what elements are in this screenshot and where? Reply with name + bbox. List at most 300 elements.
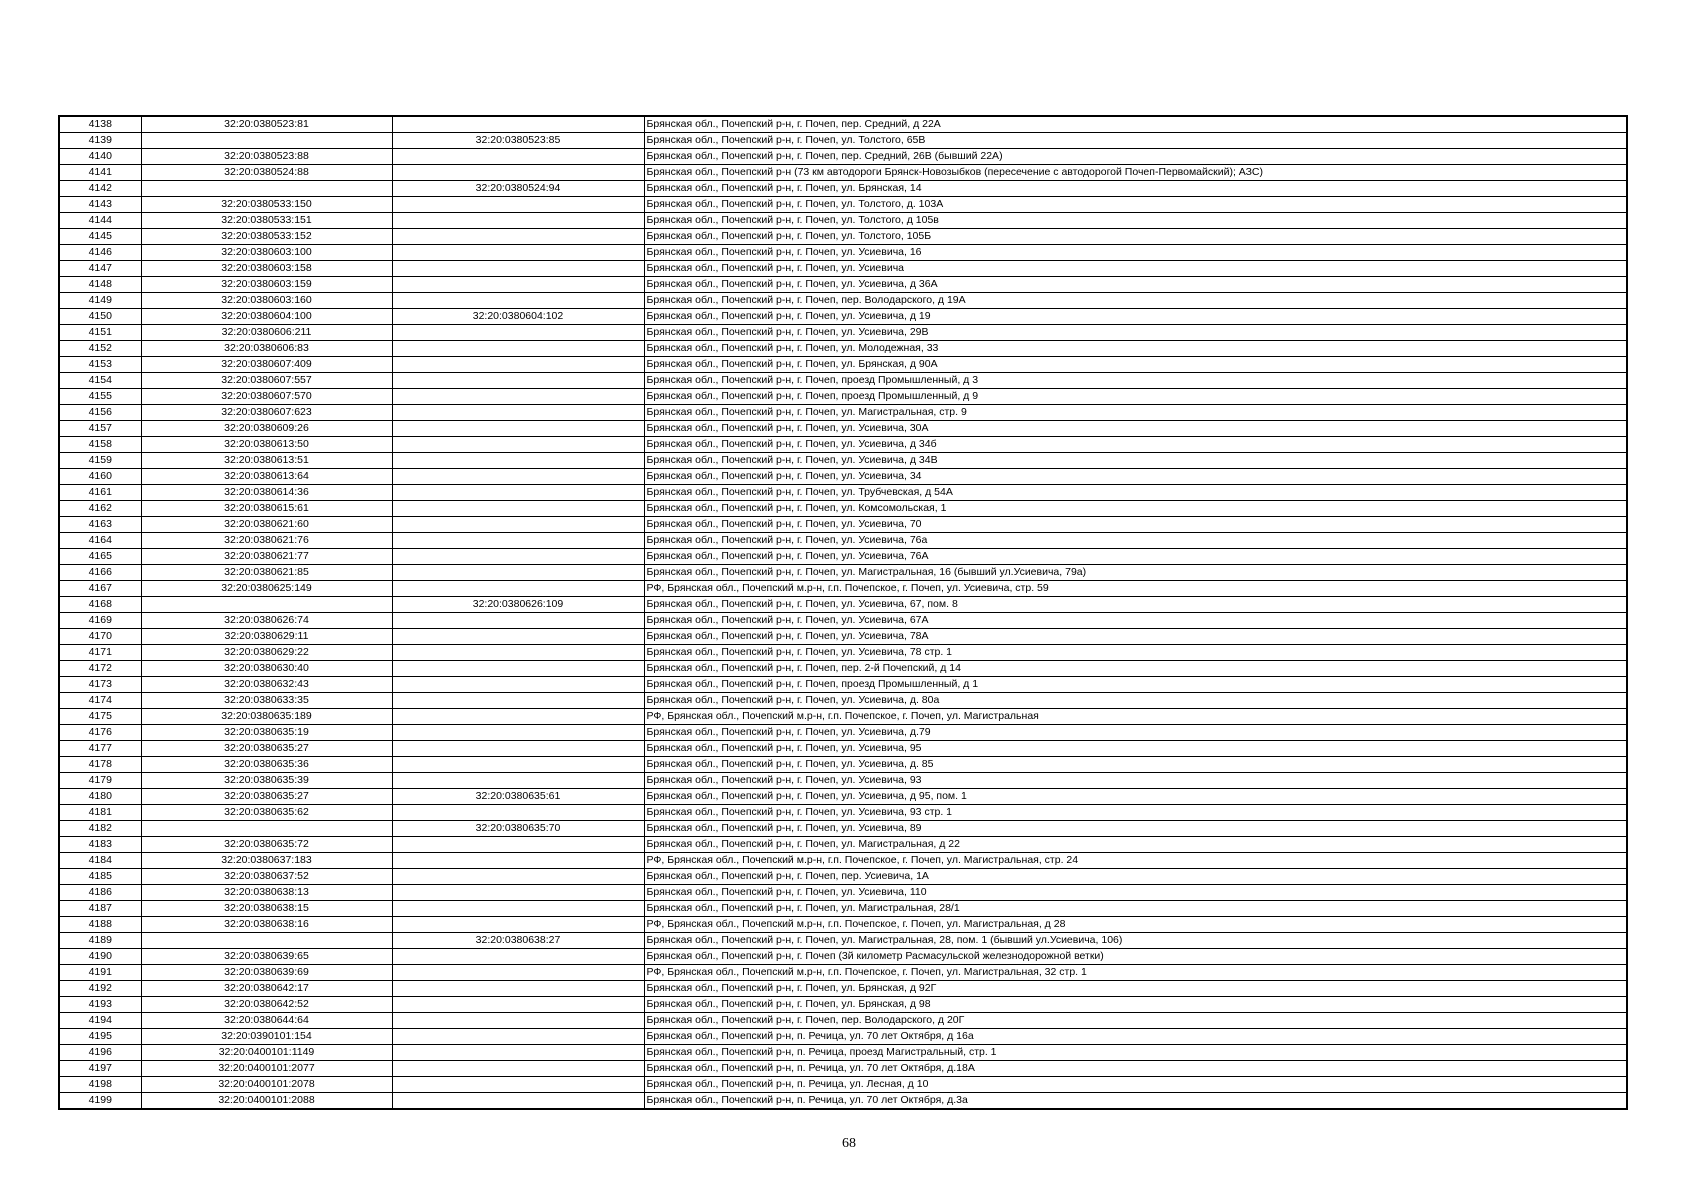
address-cell: Брянская обл., Почепский р-н, г. Почеп, ул. Толстого, 65В bbox=[644, 133, 1627, 149]
row-number-cell: 4185 bbox=[59, 869, 141, 885]
related-cadastral-number-cell bbox=[392, 981, 644, 997]
address-cell: Брянская обл., Почепский р-н, г. Почеп, ул. Молодежная, 33 bbox=[644, 341, 1627, 357]
address-cell: Брянская обл., Почепский р-н, г. Почеп, ул. Усиевича, д 95, пом. 1 bbox=[644, 789, 1627, 805]
row-number-cell: 4180 bbox=[59, 789, 141, 805]
related-cadastral-number-cell bbox=[392, 1013, 644, 1029]
cadastral-number-cell: 32:20:0380625:149 bbox=[141, 581, 392, 597]
row-number-cell: 4144 bbox=[59, 213, 141, 229]
address-cell: Брянская обл., Почепский р-н, г. Почеп, ул. Усиевича, 110 bbox=[644, 885, 1627, 901]
table-row bbox=[59, 629, 1627, 645]
row-number-cell: 4152 bbox=[59, 341, 141, 357]
cadastral-number-cell: 32:20:0380639:69 bbox=[141, 965, 392, 981]
cadastral-number-cell: 32:20:0380603:160 bbox=[141, 293, 392, 309]
related-cadastral-number-cell bbox=[392, 197, 644, 213]
table-row bbox=[59, 1013, 1627, 1029]
related-cadastral-number-cell bbox=[392, 581, 644, 597]
related-cadastral-number-cell bbox=[392, 1093, 644, 1110]
address-cell: Брянская обл., Почепский р-н, г. Почеп, ул. Усиевича, 95 bbox=[644, 741, 1627, 757]
cadastral-number-cell bbox=[141, 181, 392, 197]
cadastral-number-cell: 32:20:0380635:19 bbox=[141, 725, 392, 741]
related-cadastral-number-cell bbox=[392, 693, 644, 709]
cadastral-number-cell bbox=[141, 133, 392, 149]
row-number-cell: 4173 bbox=[59, 677, 141, 693]
address-cell: Брянская обл., Почепский р-н, г. Почеп, ул. Толстого, д. 103А bbox=[644, 197, 1627, 213]
row-number-cell: 4186 bbox=[59, 885, 141, 901]
cadastral-number-cell: 32:20:0380603:158 bbox=[141, 261, 392, 277]
row-number-cell: 4192 bbox=[59, 981, 141, 997]
row-number-cell: 4158 bbox=[59, 437, 141, 453]
table-row bbox=[59, 517, 1627, 533]
address-cell: Брянская обл., Почепский р-н, г. Почеп, ул. Трубчевская, д 54А bbox=[644, 485, 1627, 501]
row-number-cell: 4172 bbox=[59, 661, 141, 677]
cadastral-number-cell: 32:20:0380637:52 bbox=[141, 869, 392, 885]
cadastral-number-cell: 32:20:0380621:76 bbox=[141, 533, 392, 549]
cadastral-number-cell: 32:20:0380613:50 bbox=[141, 437, 392, 453]
address-cell: Брянская обл., Почепский р-н, г. Почеп, ул. Магистральная, д 22 bbox=[644, 837, 1627, 853]
related-cadastral-number-cell bbox=[392, 229, 644, 245]
related-cadastral-number-cell bbox=[392, 165, 644, 181]
related-cadastral-number-cell bbox=[392, 1045, 644, 1061]
cadastral-number-cell: 32:20:0380607:557 bbox=[141, 373, 392, 389]
address-cell: Брянская обл., Почепский р-н, г. Почеп, ул. Толстого, 105Б bbox=[644, 229, 1627, 245]
related-cadastral-number-cell: 32:20:0380524:94 bbox=[392, 181, 644, 197]
cadastral-number-cell: 32:20:0380613:64 bbox=[141, 469, 392, 485]
cadastral-number-cell: 32:20:0380615:61 bbox=[141, 501, 392, 517]
cadastral-number-cell: 32:20:0380633:35 bbox=[141, 693, 392, 709]
cadastral-number-cell: 32:20:0380523:88 bbox=[141, 149, 392, 165]
cadastral-number-cell: 32:20:0380533:151 bbox=[141, 213, 392, 229]
cadastral-number-cell: 32:20:0380635:62 bbox=[141, 805, 392, 821]
table-row bbox=[59, 213, 1627, 229]
row-number-cell: 4157 bbox=[59, 421, 141, 437]
address-cell: РФ, Брянская обл., Почепский м.р-н, г.п. Почепское, г. Почеп, ул. Магистральная, 32 стр. 1 bbox=[644, 965, 1627, 981]
related-cadastral-number-cell: 32:20:0380523:85 bbox=[392, 133, 644, 149]
table-row bbox=[59, 501, 1627, 517]
table-row bbox=[59, 917, 1627, 933]
row-number-cell: 4138 bbox=[59, 116, 141, 133]
address-cell: Брянская обл., Почепский р-н, г. Почеп, ул. Усиевича, 67А bbox=[644, 613, 1627, 629]
cadastral-number-cell: 32:20:0380638:13 bbox=[141, 885, 392, 901]
related-cadastral-number-cell bbox=[392, 405, 644, 421]
address-cell: Брянская обл., Почепский р-н, п. Речица, проезд Магистральный, стр. 1 bbox=[644, 1045, 1627, 1061]
address-cell: Брянская обл., Почепский р-н, г. Почеп, ул. Толстого, д 105в bbox=[644, 213, 1627, 229]
table-row bbox=[59, 981, 1627, 997]
related-cadastral-number-cell bbox=[392, 261, 644, 277]
related-cadastral-number-cell bbox=[392, 517, 644, 533]
row-number-cell: 4168 bbox=[59, 597, 141, 613]
row-number-cell: 4155 bbox=[59, 389, 141, 405]
address-cell: Брянская обл., Почепский р-н, г. Почеп, ул. Усиевича, д 34В bbox=[644, 453, 1627, 469]
table-row bbox=[59, 469, 1627, 485]
address-cell: Брянская обл., Почепский р-н, п. Речица, ул. Лесная, д 10 bbox=[644, 1077, 1627, 1093]
row-number-cell: 4170 bbox=[59, 629, 141, 645]
related-cadastral-number-cell bbox=[392, 1029, 644, 1045]
row-number-cell: 4199 bbox=[59, 1093, 141, 1110]
row-number-cell: 4177 bbox=[59, 741, 141, 757]
table-row bbox=[59, 116, 1627, 133]
table-row bbox=[59, 341, 1627, 357]
address-cell: Брянская обл., Почепский р-н, г. Почеп, ул. Усиевича, 29В bbox=[644, 325, 1627, 341]
related-cadastral-number-cell bbox=[392, 501, 644, 517]
table-row bbox=[59, 1029, 1627, 1045]
row-number-cell: 4188 bbox=[59, 917, 141, 933]
related-cadastral-number-cell bbox=[392, 341, 644, 357]
cadastral-number-cell: 32:20:0380607:570 bbox=[141, 389, 392, 405]
table-row bbox=[59, 133, 1627, 149]
row-number-cell: 4165 bbox=[59, 549, 141, 565]
row-number-cell: 4167 bbox=[59, 581, 141, 597]
table-row bbox=[59, 933, 1627, 949]
address-cell: Брянская обл., Почепский р-н, г. Почеп, ул. Усиевича, 30А bbox=[644, 421, 1627, 437]
address-cell: Брянская обл., Почепский р-н, г. Почеп, ул. Магистральная, 28, пом. 1 (бывший ул.Усиевича, 106) bbox=[644, 933, 1627, 949]
table-row bbox=[59, 597, 1627, 613]
table-row bbox=[59, 245, 1627, 261]
related-cadastral-number-cell bbox=[392, 149, 644, 165]
table-row bbox=[59, 277, 1627, 293]
related-cadastral-number-cell bbox=[392, 1061, 644, 1077]
address-cell: Брянская обл., Почепский р-н, г. Почеп, ул. Усиевича, 78 стр. 1 bbox=[644, 645, 1627, 661]
related-cadastral-number-cell bbox=[392, 421, 644, 437]
related-cadastral-number-cell bbox=[392, 469, 644, 485]
address-cell: Брянская обл., Почепский р-н, г. Почеп, ул. Усиевича, 34 bbox=[644, 469, 1627, 485]
cadastral-number-cell: 32:20:0380639:65 bbox=[141, 949, 392, 965]
table-row bbox=[59, 821, 1627, 837]
row-number-cell: 4163 bbox=[59, 517, 141, 533]
address-cell: Брянская обл., Почепский р-н, г. Почеп, ул. Усиевича, 16 bbox=[644, 245, 1627, 261]
row-number-cell: 4160 bbox=[59, 469, 141, 485]
row-number-cell: 4175 bbox=[59, 709, 141, 725]
related-cadastral-number-cell bbox=[392, 965, 644, 981]
address-cell: Брянская обл., Почепский р-н, г. Почеп, ул. Усиевича, 76А bbox=[644, 549, 1627, 565]
table-row bbox=[59, 645, 1627, 661]
cadastral-number-cell bbox=[141, 821, 392, 837]
row-number-cell: 4151 bbox=[59, 325, 141, 341]
table-row bbox=[59, 549, 1627, 565]
cadastral-number-cell: 32:20:0380642:17 bbox=[141, 981, 392, 997]
cadastral-number-cell bbox=[141, 933, 392, 949]
address-cell: Брянская обл., Почепский р-н, г. Почеп, ул. Магистральная, стр. 9 bbox=[644, 405, 1627, 421]
address-cell: Брянская обл., Почепский р-н, г. Почеп, ул. Усиевича, 70 bbox=[644, 517, 1627, 533]
cadastral-number-cell: 32:20:0390101:154 bbox=[141, 1029, 392, 1045]
row-number-cell: 4139 bbox=[59, 133, 141, 149]
related-cadastral-number-cell: 32:20:0380635:61 bbox=[392, 789, 644, 805]
cadastral-number-cell: 32:20:0380635:72 bbox=[141, 837, 392, 853]
table-row bbox=[59, 405, 1627, 421]
address-cell: Брянская обл., Почепский р-н, г. Почеп, ул. Усиевича, 67, пом. 8 bbox=[644, 597, 1627, 613]
address-cell: Брянская обл., Почепский р-н, г. Почеп, ул. Магистральная, 28/1 bbox=[644, 901, 1627, 917]
table-row bbox=[59, 741, 1627, 757]
related-cadastral-number-cell bbox=[392, 613, 644, 629]
related-cadastral-number-cell bbox=[392, 116, 644, 133]
related-cadastral-number-cell bbox=[392, 565, 644, 581]
row-number-cell: 4194 bbox=[59, 1013, 141, 1029]
cadastral-number-cell: 32:20:0380621:85 bbox=[141, 565, 392, 581]
table-row bbox=[59, 309, 1627, 325]
related-cadastral-number-cell bbox=[392, 389, 644, 405]
related-cadastral-number-cell bbox=[392, 869, 644, 885]
related-cadastral-number-cell bbox=[392, 293, 644, 309]
address-cell: Брянская обл., Почепский р-н, г. Почеп, ул. Усиевича, д. 85 bbox=[644, 757, 1627, 773]
table-row bbox=[59, 757, 1627, 773]
related-cadastral-number-cell bbox=[392, 773, 644, 789]
address-cell: Брянская обл., Почепский р-н, г. Почеп, ул. Усиевича, 89 bbox=[644, 821, 1627, 837]
address-cell: Брянская обл., Почепский р-н, г. Почеп, ул. Усиевича, 78А bbox=[644, 629, 1627, 645]
related-cadastral-number-cell bbox=[392, 1077, 644, 1093]
cadastral-number-cell: 32:20:0380629:11 bbox=[141, 629, 392, 645]
address-cell: РФ, Брянская обл., Почепский м.р-н, г.п. Почепское, г. Почеп, ул. Усиевича, стр. 59 bbox=[644, 581, 1627, 597]
related-cadastral-number-cell bbox=[392, 373, 644, 389]
address-cell: Брянская обл., Почепский р-н, г. Почеп, ул. Усиевича, д 19 bbox=[644, 309, 1627, 325]
row-number-cell: 4195 bbox=[59, 1029, 141, 1045]
row-number-cell: 4145 bbox=[59, 229, 141, 245]
related-cadastral-number-cell bbox=[392, 629, 644, 645]
related-cadastral-number-cell bbox=[392, 677, 644, 693]
address-cell: Брянская обл., Почепский р-н, г. Почеп, ул. Усиевича, д 36А bbox=[644, 277, 1627, 293]
related-cadastral-number-cell: 32:20:0380635:70 bbox=[392, 821, 644, 837]
cadastral-number-cell: 32:20:0380523:81 bbox=[141, 116, 392, 133]
related-cadastral-number-cell bbox=[392, 741, 644, 757]
row-number-cell: 4179 bbox=[59, 773, 141, 789]
row-number-cell: 4153 bbox=[59, 357, 141, 373]
cadastral-number-cell: 32:20:0380635:27 bbox=[141, 741, 392, 757]
cadastral-number-cell: 32:20:0380644:64 bbox=[141, 1013, 392, 1029]
row-number-cell: 4156 bbox=[59, 405, 141, 421]
cadastral-number-cell: 32:20:0380613:51 bbox=[141, 453, 392, 469]
address-cell: Брянская обл., Почепский р-н, г. Почеп, ул. Брянская, д 98 bbox=[644, 997, 1627, 1013]
address-cell: Брянская обл., Почепский р-н, г. Почеп, пер. 2-й Почепский, д 14 bbox=[644, 661, 1627, 677]
table-row bbox=[59, 181, 1627, 197]
table-row bbox=[59, 261, 1627, 277]
address-cell: Брянская обл., Почепский р-н, г. Почеп, ул. Брянская, д 92Г bbox=[644, 981, 1627, 997]
table-row bbox=[59, 853, 1627, 869]
row-number-cell: 4147 bbox=[59, 261, 141, 277]
table-row bbox=[59, 533, 1627, 549]
related-cadastral-number-cell bbox=[392, 885, 644, 901]
address-cell: Брянская обл., Почепский р-н, г. Почеп, пер. Усиевича, 1А bbox=[644, 869, 1627, 885]
related-cadastral-number-cell bbox=[392, 213, 644, 229]
table-row bbox=[59, 293, 1627, 309]
table-row bbox=[59, 421, 1627, 437]
cadastral-number-cell: 32:20:0380632:43 bbox=[141, 677, 392, 693]
address-cell: Брянская обл., Почепский р-н, г. Почеп (3й километр Расмасульской железнодорожной ветки) bbox=[644, 949, 1627, 965]
cadastral-number-cell: 32:20:0380635:27 bbox=[141, 789, 392, 805]
address-cell: Брянская обл., Почепский р-н, г. Почеп, ул. Усиевича, д.79 bbox=[644, 725, 1627, 741]
related-cadastral-number-cell bbox=[392, 757, 644, 773]
cadastral-number-cell: 32:20:0380635:36 bbox=[141, 757, 392, 773]
table-row bbox=[59, 773, 1627, 789]
table-row bbox=[59, 805, 1627, 821]
address-cell: Брянская обл., Почепский р-н, г. Почеп, пер. Средний, д 22А bbox=[644, 116, 1627, 133]
cadastral-number-cell: 32:20:0380606:83 bbox=[141, 341, 392, 357]
page-number: 68 bbox=[842, 1136, 856, 1151]
table-row bbox=[59, 869, 1627, 885]
row-number-cell: 4193 bbox=[59, 997, 141, 1013]
row-number-cell: 4183 bbox=[59, 837, 141, 853]
row-number-cell: 4196 bbox=[59, 1045, 141, 1061]
table-row bbox=[59, 437, 1627, 453]
row-number-cell: 4184 bbox=[59, 853, 141, 869]
row-number-cell: 4148 bbox=[59, 277, 141, 293]
cadastral-number-cell: 32:20:0380637:183 bbox=[141, 853, 392, 869]
related-cadastral-number-cell bbox=[392, 453, 644, 469]
row-number-cell: 4174 bbox=[59, 693, 141, 709]
row-number-cell: 4178 bbox=[59, 757, 141, 773]
table-row bbox=[59, 885, 1627, 901]
address-cell: Брянская обл., Почепский р-н, г. Почеп, пер. Средний, 26В (бывший 22А) bbox=[644, 149, 1627, 165]
table-row bbox=[59, 197, 1627, 213]
address-cell: Брянская обл., Почепский р-н, г. Почеп, ул. Комсомольская, 1 bbox=[644, 501, 1627, 517]
row-number-cell: 4142 bbox=[59, 181, 141, 197]
cadastral-number-cell bbox=[141, 597, 392, 613]
cadastral-number-cell: 32:20:0380635:39 bbox=[141, 773, 392, 789]
cadastral-number-cell: 32:20:0380603:159 bbox=[141, 277, 392, 293]
address-cell: Брянская обл., Почепский р-н, г. Почеп, ул. Усиевича, д 34б bbox=[644, 437, 1627, 453]
table-row bbox=[59, 373, 1627, 389]
cadastral-number-cell: 32:20:0380604:100 bbox=[141, 309, 392, 325]
cadastral-number-cell: 32:20:0380635:189 bbox=[141, 709, 392, 725]
cadastral-number-cell: 32:20:0380533:150 bbox=[141, 197, 392, 213]
row-number-cell: 4169 bbox=[59, 613, 141, 629]
table-row bbox=[59, 149, 1627, 165]
row-number-cell: 4146 bbox=[59, 245, 141, 261]
row-number-cell: 4140 bbox=[59, 149, 141, 165]
related-cadastral-number-cell: 32:20:0380638:27 bbox=[392, 933, 644, 949]
table-row bbox=[59, 965, 1627, 981]
related-cadastral-number-cell bbox=[392, 805, 644, 821]
address-cell: Брянская обл., Почепский р-н (73 км автодороги Брянск-Новозыбков (пересечение с автодорогой Почеп-Первомайский); АЗС) bbox=[644, 165, 1627, 181]
table-row bbox=[59, 229, 1627, 245]
related-cadastral-number-cell bbox=[392, 485, 644, 501]
address-cell: Брянская обл., Почепский р-н, г. Почеп, ул. Усиевича, 76а bbox=[644, 533, 1627, 549]
row-number-cell: 4191 bbox=[59, 965, 141, 981]
cadastral-number-cell: 32:20:0400101:2078 bbox=[141, 1077, 392, 1093]
address-cell: РФ, Брянская обл., Почепский м.р-н, г.п. Почепское, г. Почеп, ул. Магистральная, д 28 bbox=[644, 917, 1627, 933]
related-cadastral-number-cell bbox=[392, 277, 644, 293]
related-cadastral-number-cell bbox=[392, 949, 644, 965]
cadastral-number-cell: 32:20:0380607:623 bbox=[141, 405, 392, 421]
row-number-cell: 4154 bbox=[59, 373, 141, 389]
row-number-cell: 4198 bbox=[59, 1077, 141, 1093]
address-cell: Брянская обл., Почепский р-н, г. Почеп, проезд Промышленный, д 3 bbox=[644, 373, 1627, 389]
cadastral-number-cell: 32:20:0380621:60 bbox=[141, 517, 392, 533]
related-cadastral-number-cell bbox=[392, 325, 644, 341]
row-number-cell: 4182 bbox=[59, 821, 141, 837]
address-cell: Брянская обл., Почепский р-н, г. Почеп, пер. Володарского, д 19А bbox=[644, 293, 1627, 309]
related-cadastral-number-cell bbox=[392, 245, 644, 261]
address-cell: Брянская обл., Почепский р-н, г. Почеп, ул. Усиевича, 93 стр. 1 bbox=[644, 805, 1627, 821]
table-row bbox=[59, 1061, 1627, 1077]
related-cadastral-number-cell bbox=[392, 917, 644, 933]
related-cadastral-number-cell bbox=[392, 533, 644, 549]
related-cadastral-number-cell: 32:20:0380604:102 bbox=[392, 309, 644, 325]
address-cell: Брянская обл., Почепский р-н, г. Почеп, пер. Володарского, д 20Г bbox=[644, 1013, 1627, 1029]
related-cadastral-number-cell bbox=[392, 837, 644, 853]
table-row bbox=[59, 677, 1627, 693]
row-number-cell: 4190 bbox=[59, 949, 141, 965]
table-row bbox=[59, 837, 1627, 853]
table-row bbox=[59, 357, 1627, 373]
table-row bbox=[59, 325, 1627, 341]
table-row bbox=[59, 693, 1627, 709]
row-number-cell: 4161 bbox=[59, 485, 141, 501]
table-row bbox=[59, 1045, 1627, 1061]
cadastral-number-cell: 32:20:0380629:22 bbox=[141, 645, 392, 661]
table-row bbox=[59, 949, 1627, 965]
related-cadastral-number-cell bbox=[392, 661, 644, 677]
table-row bbox=[59, 613, 1627, 629]
related-cadastral-number-cell: 32:20:0380626:109 bbox=[392, 597, 644, 613]
cadastral-number-cell: 32:20:0380638:16 bbox=[141, 917, 392, 933]
registry-table-body bbox=[59, 116, 1627, 1109]
table-row bbox=[59, 789, 1627, 805]
row-number-cell: 4176 bbox=[59, 725, 141, 741]
table-row bbox=[59, 997, 1627, 1013]
related-cadastral-number-cell bbox=[392, 997, 644, 1013]
table-row bbox=[59, 661, 1627, 677]
address-cell: Брянская обл., Почепский р-н, г. Почеп, проезд Промышленный, д 9 bbox=[644, 389, 1627, 405]
row-number-cell: 4181 bbox=[59, 805, 141, 821]
cadastral-number-cell: 32:20:0380626:74 bbox=[141, 613, 392, 629]
row-number-cell: 4164 bbox=[59, 533, 141, 549]
table-row bbox=[59, 165, 1627, 181]
table-row bbox=[59, 485, 1627, 501]
address-cell: Брянская обл., Почепский р-н, п. Речица, ул. 70 лет Октября, д.3а bbox=[644, 1093, 1627, 1110]
row-number-cell: 4197 bbox=[59, 1061, 141, 1077]
address-cell: Брянская обл., Почепский р-н, г. Почеп, ул. Магистральная, 16 (бывший ул.Усиевича, 79а) bbox=[644, 565, 1627, 581]
cadastral-number-cell: 32:20:0380607:409 bbox=[141, 357, 392, 373]
related-cadastral-number-cell bbox=[392, 901, 644, 917]
cadastral-number-cell: 32:20:0380630:40 bbox=[141, 661, 392, 677]
address-cell: Брянская обл., Почепский р-н, г. Почеп, ул. Усиевича, 93 bbox=[644, 773, 1627, 789]
address-cell: Брянская обл., Почепский р-н, п. Речица, ул. 70 лет Октября, д 16а bbox=[644, 1029, 1627, 1045]
row-number-cell: 4166 bbox=[59, 565, 141, 581]
cadastral-number-cell: 32:20:0380533:152 bbox=[141, 229, 392, 245]
address-cell: Брянская обл., Почепский р-н, г. Почеп, ул. Брянская, д 90А bbox=[644, 357, 1627, 373]
address-cell: Брянская обл., Почепский р-н, г. Почеп, ул. Усиевича bbox=[644, 261, 1627, 277]
row-number-cell: 4159 bbox=[59, 453, 141, 469]
table-row bbox=[59, 901, 1627, 917]
table-row bbox=[59, 709, 1627, 725]
row-number-cell: 4141 bbox=[59, 165, 141, 181]
cadastral-number-cell: 32:20:0380524:88 bbox=[141, 165, 392, 181]
cadastral-number-cell: 32:20:0380614:36 bbox=[141, 485, 392, 501]
cadastral-number-cell: 32:20:0380606:211 bbox=[141, 325, 392, 341]
related-cadastral-number-cell bbox=[392, 645, 644, 661]
cadastral-number-cell: 32:20:0380603:100 bbox=[141, 245, 392, 261]
address-cell: Брянская обл., Почепский р-н, г. Почеп, ул. Усиевича, д. 80а bbox=[644, 693, 1627, 709]
table-row bbox=[59, 565, 1627, 581]
row-number-cell: 4189 bbox=[59, 933, 141, 949]
cadastral-registry-table bbox=[58, 115, 1628, 1110]
row-number-cell: 4187 bbox=[59, 901, 141, 917]
table-row bbox=[59, 581, 1627, 597]
address-cell: РФ, Брянская обл., Почепский м.р-н, г.п. Почепское, г. Почеп, ул. Магистральная bbox=[644, 709, 1627, 725]
related-cadastral-number-cell bbox=[392, 437, 644, 453]
address-cell: Брянская обл., Почепский р-н, г. Почеп, ул. Брянская, 14 bbox=[644, 181, 1627, 197]
cadastral-number-cell: 32:20:0380621:77 bbox=[141, 549, 392, 565]
related-cadastral-number-cell bbox=[392, 549, 644, 565]
table-row bbox=[59, 389, 1627, 405]
related-cadastral-number-cell bbox=[392, 853, 644, 869]
cadastral-number-cell: 32:20:0400101:1149 bbox=[141, 1045, 392, 1061]
table-row bbox=[59, 725, 1627, 741]
cadastral-number-cell: 32:20:0380609:26 bbox=[141, 421, 392, 437]
address-cell: Брянская обл., Почепский р-н, п. Речица, ул. 70 лет Октября, д.18А bbox=[644, 1061, 1627, 1077]
cadastral-number-cell: 32:20:0380638:15 bbox=[141, 901, 392, 917]
address-cell: РФ, Брянская обл., Почепский м.р-н, г.п. Почепское, г. Почеп, ул. Магистральная, стр. 24 bbox=[644, 853, 1627, 869]
cadastral-number-cell: 32:20:0380642:52 bbox=[141, 997, 392, 1013]
row-number-cell: 4149 bbox=[59, 293, 141, 309]
